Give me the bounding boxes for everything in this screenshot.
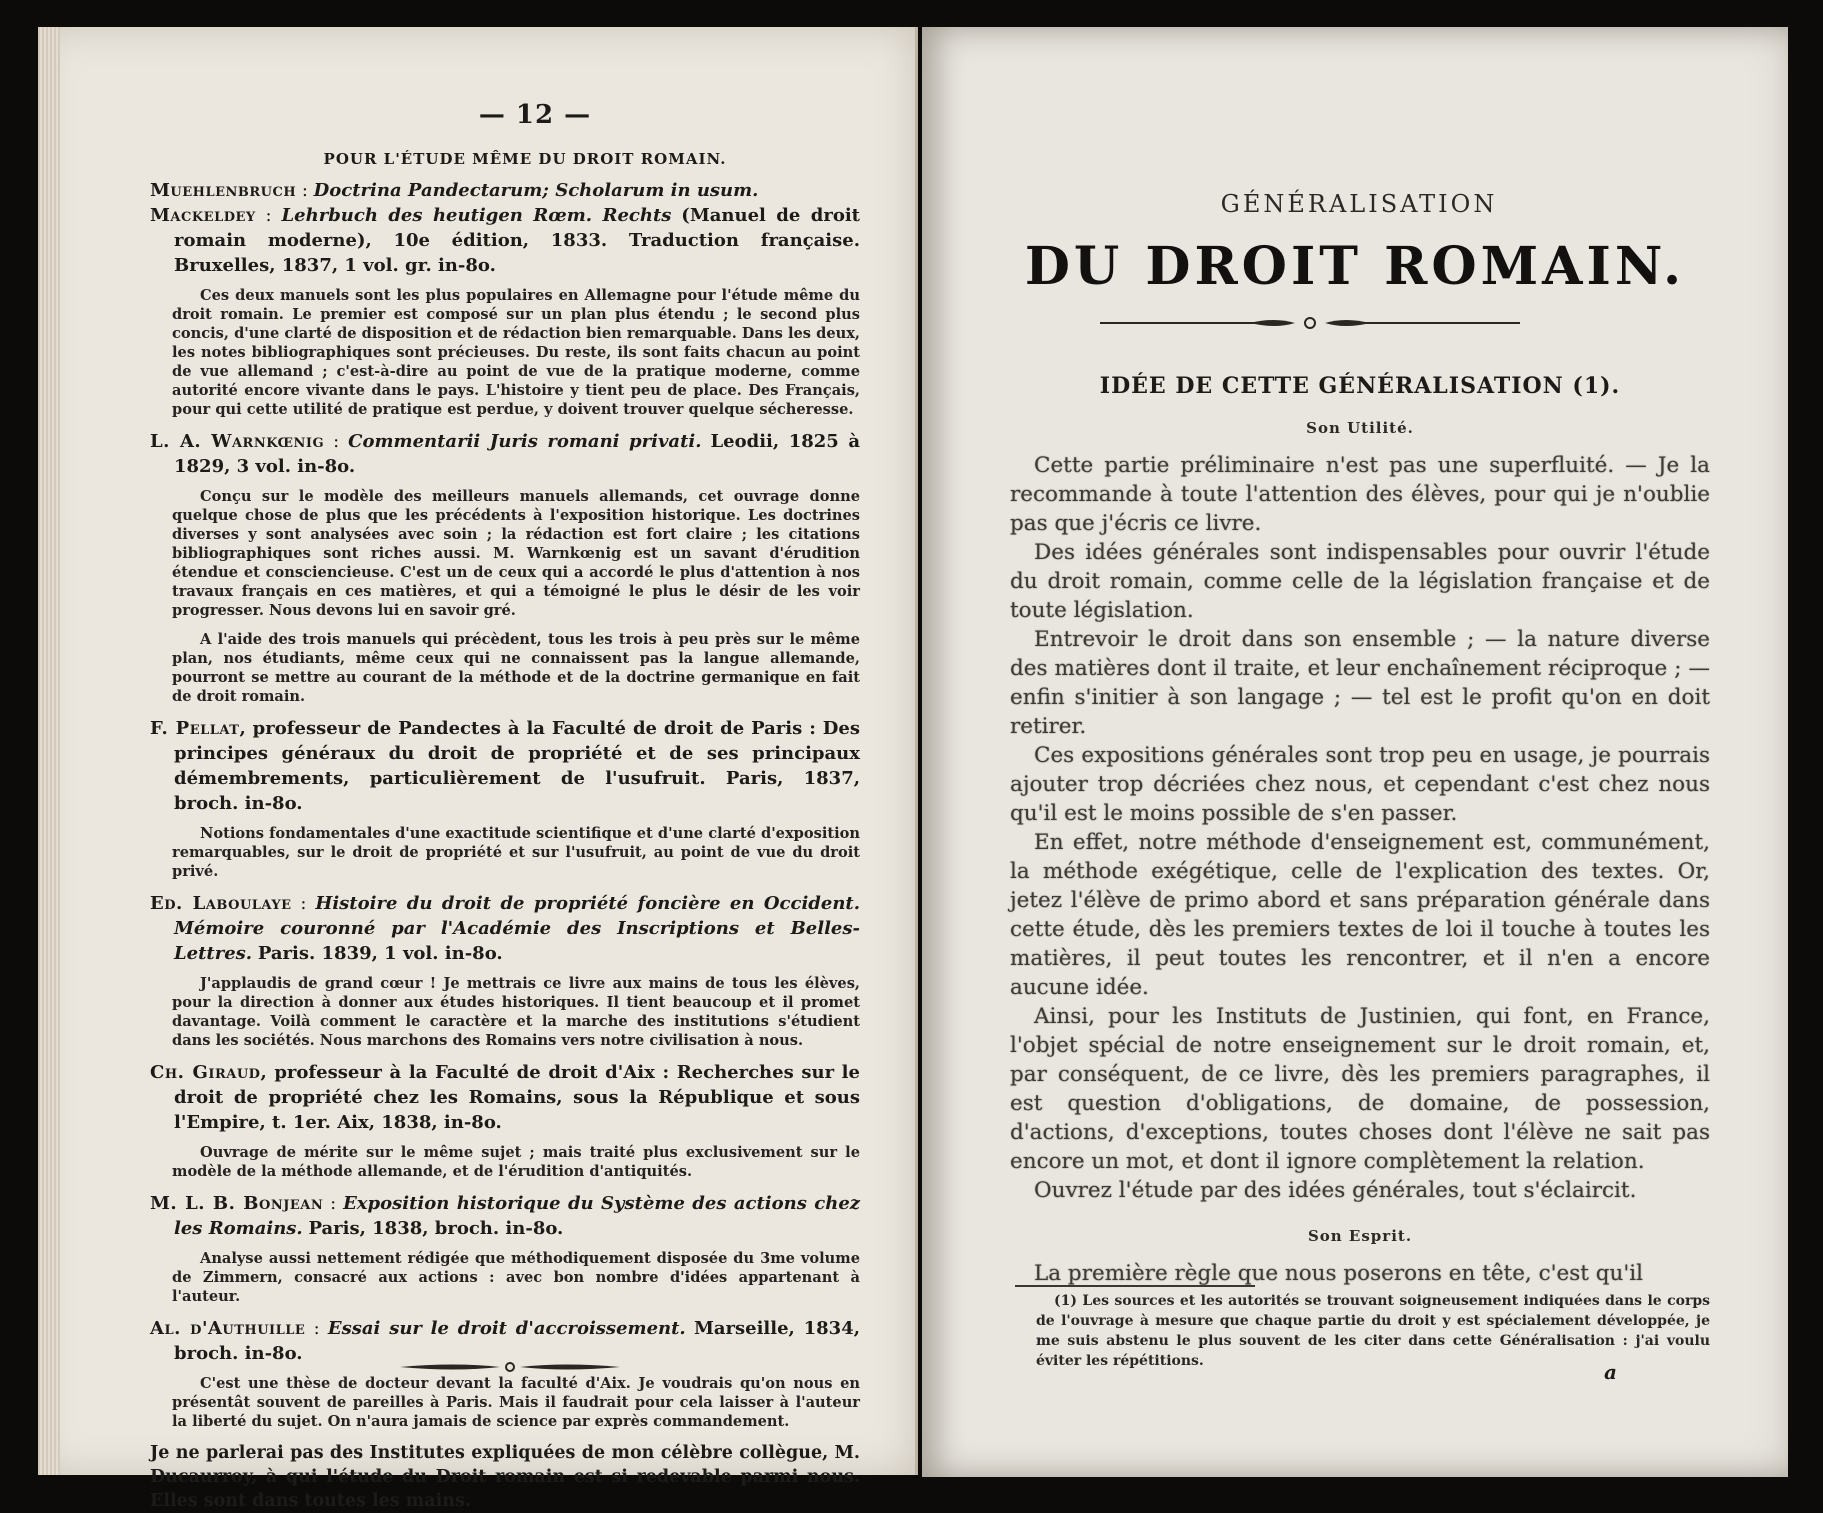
entry-author: L. A. Warnkœnig: [150, 431, 325, 452]
section-heading: POUR L'ÉTUDE MÊME DU DROIT ROMAIN.: [323, 150, 727, 168]
page-edges: [38, 27, 60, 1475]
bibliography-entry: Ed. Laboulaye : Histoire du droit de propriété foncière en Occident. Mémoire couronné par l'Académie des Inscriptions et Belles-Lettres. Paris. 1839, 1 vol. in-8o. J'applaudis de grand cœur ! Je mettrais ce livre aux mains de tous les élèves, pour la direction à donner aux études historiques. Il tient beaucoup et il promet davantage. Voilà comment le caractère et la marche des institutions s'étudient dans les sociétés. Nous marchons des Romains vers notre civilisation à nous.: [150, 893, 860, 1049]
section-subheading: IDÉE DE CETTE GÉNÉRALISATION (1).: [1099, 373, 1621, 399]
signature-mark: a: [1604, 1360, 1617, 1384]
bibliography-entry: M. L. B. Bonjean : Exposition historique du Système des actions chez les Romains. Paris, 1838, broch. in-8o. Analyse aussi nettement rédigée que méthodiquement disposée du 3me volume de Zimmern, consacré aux actions : avec bon nombre d'idées appartenant à l'auteur.: [150, 1193, 860, 1305]
footnote-rule: [1015, 1285, 1255, 1287]
entry-author: Ch. Giraud: [150, 1062, 261, 1083]
entry-commentary: Conçu sur le modèle des meilleurs manuels allemands, cet ouvrage donne quelque chose de plus que les précédents à l'exposition historique. Les doctrines diverses y sont analysées avec soin ; la rédaction est fort claire ; les citations bibliographiques sont riches aussi. M. Warnkœnig est un savant d'érudition étendue et consciencieuse. C'est un de ceux qui a accordé le plus d'attention à nos travaux français en ces matières, et qui a témoigné le plus le désir de les voir progresser. Nous devons lui en savoir gré.: [172, 488, 860, 619]
minor-heading: Son Esprit.: [1307, 1227, 1413, 1245]
entry-author: Al. d'Authuille: [150, 1318, 306, 1339]
left-page-text: [150, 100, 860, 1513]
entry-details: Marseille, 1834, broch. in-8o.: [174, 1318, 860, 1364]
entry-details: (Manuel de droit romain moderne), 10e édition, 1833. Traduction française. Bruxelles, 1837, 1 vol. gr. in-8o.: [174, 205, 860, 276]
entry-title: Lehrbuch des heutigen Rœm. Rechts: [281, 205, 672, 226]
body-paragraph: En effet, notre méthode d'enseignement est, communément, la méthode exégétique, celle de l'explication des textes. Or, jetez l'élève de primo abord et sans préparation générale dans cette étude, dès les premiers textes de loi il touche à toutes les matières, il peut toutes les rencontrer, et il n'en a encore aucune idée.: [1010, 830, 1710, 1000]
body-paragraph: Ainsi, pour les Instituts de Justinien, qui font, en France, l'objet spécial de notre enseignement sur le droit romain, et, par conséquent, de ce livre, dès les premiers paragraphes, il est question d'obligations, de domaine, de possession, d'actions, d'exceptions, toutes choses dont l'élève ne sait pas encore un mot, et dont il ignore complètement la relation.: [1010, 1004, 1710, 1174]
body-paragraph: La première règle que nous poserons en tête, c'est qu'il: [1034, 1261, 1644, 1286]
entry-title: Exposition historique du Système des actions chez les Romains.: [174, 1193, 860, 1239]
entry-author: Muehlenbruch: [150, 180, 297, 201]
bibliography-entry: Muehlenbruch : Doctrina Pandectarum; Scholarum in usum.: [150, 180, 759, 201]
entry-title: Doctrina Pandectarum; Scholarum in usum.: [313, 180, 759, 201]
entry-commentary: Notions fondamentales d'une exactitude scientifique et d'une clarté d'exposition remarquables, sur le droit de propriété et sur l'usufruit, au point de vue du droit privé.: [172, 825, 860, 880]
entry-details: , professeur de Pandectes à la Faculté de droit de Paris : Des principes généraux du droit de propriété et de ses principaux démembrements, particulièrement de l'usufruit. Paris, 1837, broch. in-8o.: [174, 718, 860, 814]
bibliography-entry: L. A. Warnkœnig : Commentarii Juris romani privati. Leodii, 1825 à 1829, 3 vol. in-8o. Conçu sur le modèle des meilleurs manuels allemands, cet ouvrage donne quelque chose de plus que les précédents à l'exposition historique. Les doctrines diverses y sont analysées avec soin ; la rédaction est fort claire ; les citations bibliographiques sont riches aussi. M. Warnkœnig est un savant d'érudition étendue et consciencieuse. C'est un de ceux qui a accordé le plus d'attention à nos travaux français en ces matières, et qui a témoigné le plus le désir de les voir progresser. Nous devons lui en savoir gré. A l'aide des trois manuels qui précèdent, tous les trois à peu près sur le même plan, nos étudiants, même ceux qui ne connaissent pas la langue allemande, pourront se mettre au courant de la méthode et de la doctrine germanique en fait de droit romain.: [150, 431, 860, 705]
entry-commentary: Analyse aussi nettement rédigée que méthodiquement disposée du 3me volume de Zimmern, consacré aux actions : avec bon nombre d'idées appartenant à l'auteur.: [172, 1250, 860, 1305]
minor-heading: Son Utilité.: [1306, 419, 1414, 437]
bibliography-entry: [150, 716, 860, 881]
entry-details: Paris, 1838, broch. in-8o.: [308, 1218, 564, 1239]
body-paragraph: Des idées générales sont indispensables pour ouvrir l'étude du droit romain, comme celle de la législation française et de toute législation.: [1010, 540, 1710, 623]
closing-paragraph: Je ne parlerai pas des Institutes expliquées de mon célèbre collègue, M. Ducaurroy, à qui l'étude du Droit romain est si redevable parmi nous. Elles sont dans toutes les mains.: [150, 1443, 860, 1511]
bibliography-entry: Mackeldey : Lehrbuch des heutigen Rœm. Rechts (Manuel de droit romain moderne), 10e édition, 1833. Traduction française. Bruxelles, 1837, 1 vol. gr. in-8o. Ces deux manuels sont les plus populaires en Allemagne pour l'étude même du droit romain. Le premier est composé sur un plan plus étendu ; le second plus concis, d'une clarté de disposition et de rédaction bien remarquable. Dans les deux, les notes bibliographiques sont précieuses. Du reste, ils sont faits chacun au point de vue allemand ; c'est-à-dire au point de vue de la pratique moderne, comme autorité encore vivante dans le pays. L'histoire y tient peu de place. Des Français, pour qui cette utilité de pratique est perdue, y doivent trouver quelque sécheresse.: [150, 205, 860, 418]
entry-commentary: J'applaudis de grand cœur ! Je mettrais ce livre aux mains de tous les élèves, pour la direction à donner aux études historiques. Il tient beaucoup et il promet davantage. Voilà comment le caractère et la marche des institutions s'étudient dans les sociétés. Nous marchons des Romains vers notre civilisation à nous.: [172, 975, 860, 1049]
bibliography-entry: [150, 1060, 860, 1181]
main-title: DU DROIT ROMAIN.: [1024, 236, 1686, 297]
entry-commentary: C'est une thèse de docteur devant la faculté d'Aix. Je voudrais qu'on nous en présentât souvent de pareilles à Paris. Mais il faudrait pour cela laisser à l'auteur la liberté du sujet. On n'aura jamais de science par exprès commandement.: [172, 1375, 860, 1430]
bibliography-entry: Al. d'Authuille : Essai sur le droit d'accroissement. Marseille, 1834, broch. in-8o. C'est une thèse de docteur devant la faculté d'Aix. Je voudrais qu'on nous en présentât souvent de pareilles à Paris. Mais il faudrait pour cela laisser à l'auteur la liberté du sujet. On n'aura jamais de science par exprès commandement.: [150, 1318, 860, 1430]
entry-title: Histoire du droit de propriété foncière en Occident. Mémoire couronné par l'Académie des Inscriptions et Belles-Lettres.: [174, 893, 860, 964]
entry-author: Mackeldey: [150, 205, 256, 226]
footnote: (1) Les sources et les autorités se trouvant soigneusement indiquées dans le corps de l'ouvrage à mesure que chaque partie du droit y est spécialement développée, je me suis abstenu le plus souvent de les citer dans cette Généralisation : j'ai voulu éviter les répétitions.: [1036, 1293, 1710, 1369]
entry-commentary: Ouvrage de mérite sur le même sujet ; mais traité plus exclusivement sur le modèle de la méthode allemande, et de l'érudition d'antiquités.: [172, 1144, 860, 1180]
body-paragraph: Ouvrez l'étude par des idées générales, tout s'éclaircit.: [1034, 1178, 1637, 1203]
entry-commentary: Ces deux manuels sont les plus populaires en Allemagne pour l'étude même du droit romain. Le premier est composé sur un plan plus étendu ; le second plus concis, d'une clarté de disposition et de rédaction bien remarquable. Dans les deux, les notes bibliographiques sont précieuses. Du reste, ils sont faits chacun au point de vue allemand ; c'est-à-dire au point de vue de la pratique moderne, comme autorité encore vivante dans le pays. L'histoire y tient peu de place. Des Français, pour qui cette utilité de pratique est perdue, y doivent trouver quelque sécheresse.: [172, 287, 860, 418]
entry-details: Paris. 1839, 1 vol. in-8o.: [257, 943, 503, 964]
entry-author: M. L. B. Bonjean: [150, 1193, 324, 1214]
entry-details: , professeur à la Faculté de droit d'Aix : Recherches sur le droit de propriété chez les Romains, sous la République et sous l'Empire, t. 1er. Aix, 1838, in-8o.: [174, 1062, 860, 1133]
body-paragraph: Cette partie préliminaire n'est pas une superfluité. — Je la recommande à toute l'attention des élèves, pour qui je n'oublie pas que j'écris ce livre.: [1010, 453, 1710, 536]
ornament-divider-icon: [1100, 315, 1520, 331]
entry-author: F. Pellat: [150, 718, 240, 739]
page-number: — 12 —: [478, 100, 592, 130]
entry-details: Leodii, 1825 à 1829, 3 vol. in-8o.: [174, 431, 860, 477]
title-kicker: GÉNÉRALISATION: [1220, 190, 1498, 218]
body-paragraph: Ces expositions générales sont trop peu en usage, je pourrais ajouter trop décriées chez nous, et cependant c'est chez nous qu'il est le moins possible de s'en passer.: [1010, 743, 1710, 826]
entry-author: Ed. Laboulaye: [150, 893, 292, 914]
entry-commentary: A l'aide des trois manuels qui précèdent, tous les trois à peu près sur le même plan, nos étudiants, même ceux qui ne connaissent pas la langue allemande, pourront se mettre au courant de la méthode et de la doctrine germanique en fait de droit romain.: [172, 631, 860, 705]
entry-title: Essai sur le droit d'accroissement.: [327, 1318, 686, 1339]
body-paragraph: Entrevoir le droit dans son ensemble ; — la nature diverse des matières dont il traite, et leur enchaînement réciproque ; — enfin s'initier à son langage ; — tel est le profit qu'on en doit retirer.: [1010, 627, 1710, 739]
ornament-divider-icon: [400, 1360, 620, 1374]
entry-title: Commentarii Juris romani privati.: [348, 431, 702, 452]
right-page-text: [1010, 190, 1710, 1288]
